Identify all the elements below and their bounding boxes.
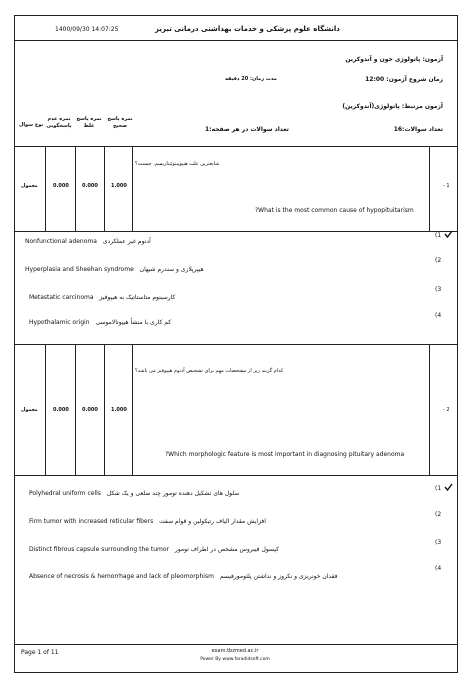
q1-number: - 1: [443, 183, 450, 189]
university-title: دانشگاه علوم پزشکی و خدمات بهداشتی درمانی تبریز: [155, 25, 340, 33]
q2-correct: 1.000: [111, 407, 127, 413]
q2-opt1-number: (1: [435, 485, 442, 492]
q2-option-2[interactable]: [29, 518, 266, 525]
q1-option-3[interactable]: [29, 294, 175, 301]
q1-option-2[interactable]: [25, 266, 204, 273]
option-text-en: Nonfunctional adenoma: [25, 238, 97, 245]
q2-type: معمول: [21, 407, 38, 413]
col-wrong: نمره پاسخ غلط: [76, 116, 102, 129]
option-text-en: Polyhedral uniform cells: [29, 490, 101, 497]
q1-opt1-number: (1: [435, 232, 442, 239]
option-text-fa: سلول های تشکیل دهنده تومور چند ضلعی و یک شکل: [106, 490, 240, 497]
q1-correct: 1.000: [111, 183, 127, 189]
exam-start-time: زمان شروع آزمون: 12:00: [365, 76, 443, 83]
q2-option-3[interactable]: [29, 546, 279, 553]
correct-check-icon: [444, 483, 453, 491]
q2-option-1[interactable]: [29, 490, 239, 497]
header-divider: [15, 40, 457, 41]
exam-title: آزمون: پاتولوژی خون و آندوکرین: [345, 56, 443, 63]
page-number: Page 1 of 11: [21, 649, 59, 656]
option-text-en: Metastatic carcinoma: [29, 294, 94, 301]
q2-wrong: 0.000: [82, 407, 98, 413]
option-text-fa: فقدان خونریزی و نکروز و نداشتن پلئومورفیسم: [219, 573, 338, 580]
q1-wrong: 0.000: [82, 183, 98, 189]
q1-option-1[interactable]: [25, 238, 151, 245]
site-url[interactable]: exam.tbzmed.ac.ir: [211, 648, 259, 654]
q1-text-fa: شایعترین علت هیپوپیتوئیتاریسم، چیست؟: [135, 161, 220, 167]
powered-by[interactable]: Power By www.faradidsoft.com: [200, 657, 270, 662]
exam-page: [14, 15, 458, 673]
option-text-fa: افزایش مقدار الیاف رتیکولین و قوام سفت: [159, 518, 266, 525]
q1-opt2-number: (2: [435, 257, 442, 264]
q2-option-4[interactable]: [29, 573, 337, 580]
q1-opt3-number: (3: [435, 286, 442, 293]
option-text-fa: کم کاری با منشأ هیپوتالاموسی: [95, 319, 172, 326]
option-text-en: Hypothalamic origin: [29, 319, 90, 326]
q1-text-en: ?What is the most common cause of hypopituitarism: [255, 207, 414, 214]
option-text-fa: کارسینوم متاستاتیک به هیپوفیز: [99, 294, 176, 301]
q1-option-4[interactable]: [29, 319, 171, 326]
questions-per-page: تعداد سوالات در هر صفحه:1: [205, 126, 289, 133]
option-text-fa: هیپرپلازی و سندرم شیهان: [139, 266, 204, 273]
footer-divider: [15, 644, 457, 645]
option-text-en: Firm tumor with increased reticular fibers: [29, 518, 154, 525]
q2-text-fa: کدام گزینه زیر از مشخصات مهم برای تشخیص آدنوم هیپوفیز می باشد؟: [135, 368, 284, 374]
option-text-en: Hyperplasia and Sheehan syndrome: [25, 266, 134, 273]
q2-opt2-number: (2: [435, 511, 442, 518]
q1-no-answer: 0.000: [53, 183, 69, 189]
exam-duration: مدت زمان: 20 دقیقه: [225, 76, 277, 82]
q2-opt3-number: (3: [435, 539, 442, 546]
q1-opt4-number: (4: [435, 312, 442, 319]
question-2-row: [15, 344, 457, 476]
col-correct: نمره پاسخ صحیح: [107, 116, 133, 129]
q2-number: - 2: [443, 407, 450, 413]
question-count: تعداد سوالات:16: [393, 126, 443, 133]
correct-check-icon: [444, 230, 453, 238]
option-text-en: Distinct fibrous capsule surrounding the tumor: [29, 546, 169, 553]
option-text-fa: آدنوم غیر عملکردی: [102, 238, 151, 245]
related-exam: آزمون مرتبط: پاتولوژی(آندوکرین): [342, 103, 443, 110]
option-text-fa: کپسول فیبروس مشخص در اطراف تومور: [174, 546, 279, 553]
question-1-row: [15, 146, 457, 232]
timestamp: 1400/09/30 14:07:25: [55, 26, 119, 33]
q2-no-answer: 0.000: [53, 407, 69, 413]
col-type: نوع سوال: [19, 122, 44, 128]
q1-type: معمول: [21, 183, 38, 189]
option-text-en: Absence of necrosis & hemorrhage and lack of pleomorphism: [29, 573, 214, 580]
col-no-answer: نمره عدم پاسخگویی: [46, 116, 72, 129]
q2-text-en: ?Which morphologic feature is most important in diagnosing pituitary adenoma: [165, 451, 405, 458]
q2-opt4-number: (4: [435, 565, 442, 572]
